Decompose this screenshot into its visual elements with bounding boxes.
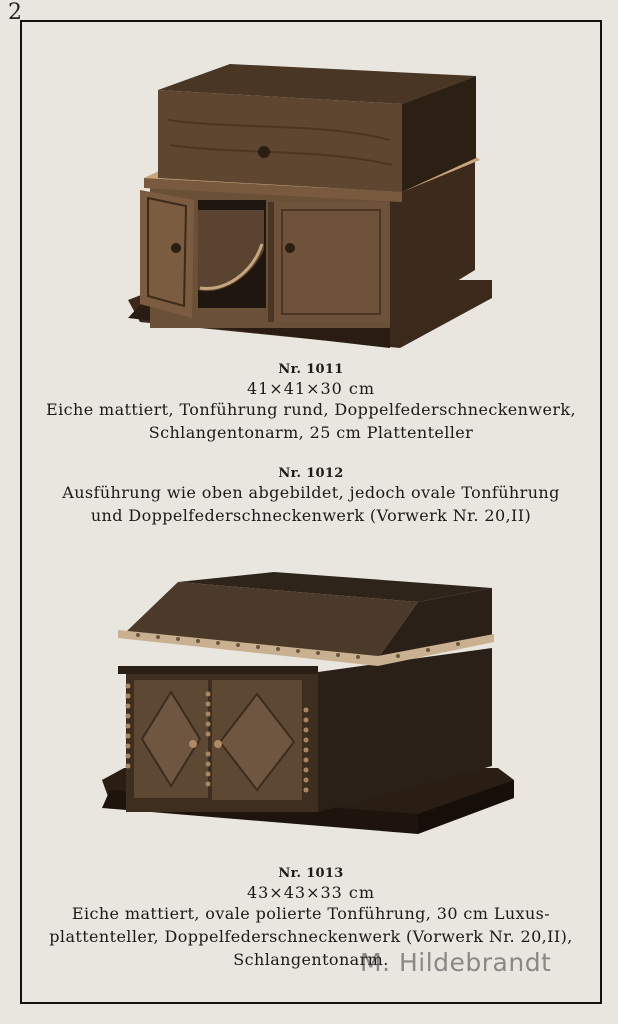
dimensions: 41×41×30 cm <box>246 379 376 398</box>
description-line: Eiche mattiert, Tonführung rund, Doppelfederschneckenwerk, <box>46 400 576 419</box>
description-line: Ausführung wie oben abgebildet, jedoch ovale Tonführung <box>62 483 560 502</box>
page-number: 2 <box>8 0 22 25</box>
model-number: Nr. 1013 <box>278 866 344 881</box>
description-line: plattenteller, Doppelfederschneckenwerk (Vorwerk Nr. 20,II), <box>49 927 573 946</box>
model-number: Nr. 1011 <box>278 362 344 377</box>
description-line: und Doppelfederschneckenwerk (Vorwerk Nr. 20,II) <box>90 506 532 525</box>
caption-1011 <box>30 362 592 444</box>
description-line: Eiche mattiert, ovale polierte Tonführung, 30 cm Luxus- <box>71 904 551 923</box>
caption-1012 <box>30 466 592 527</box>
model-number: Nr. 1012 <box>278 466 344 481</box>
product-image-1011 <box>120 60 500 350</box>
description-line: Schlangentonarm, 25 cm Plattenteller <box>148 423 474 442</box>
watermark: M. Hildebrandt <box>360 948 552 977</box>
description-line: Schlangentonarm. <box>233 950 389 969</box>
product-image-1013 <box>98 568 518 858</box>
dimensions: 43×43×33 cm <box>246 883 376 902</box>
